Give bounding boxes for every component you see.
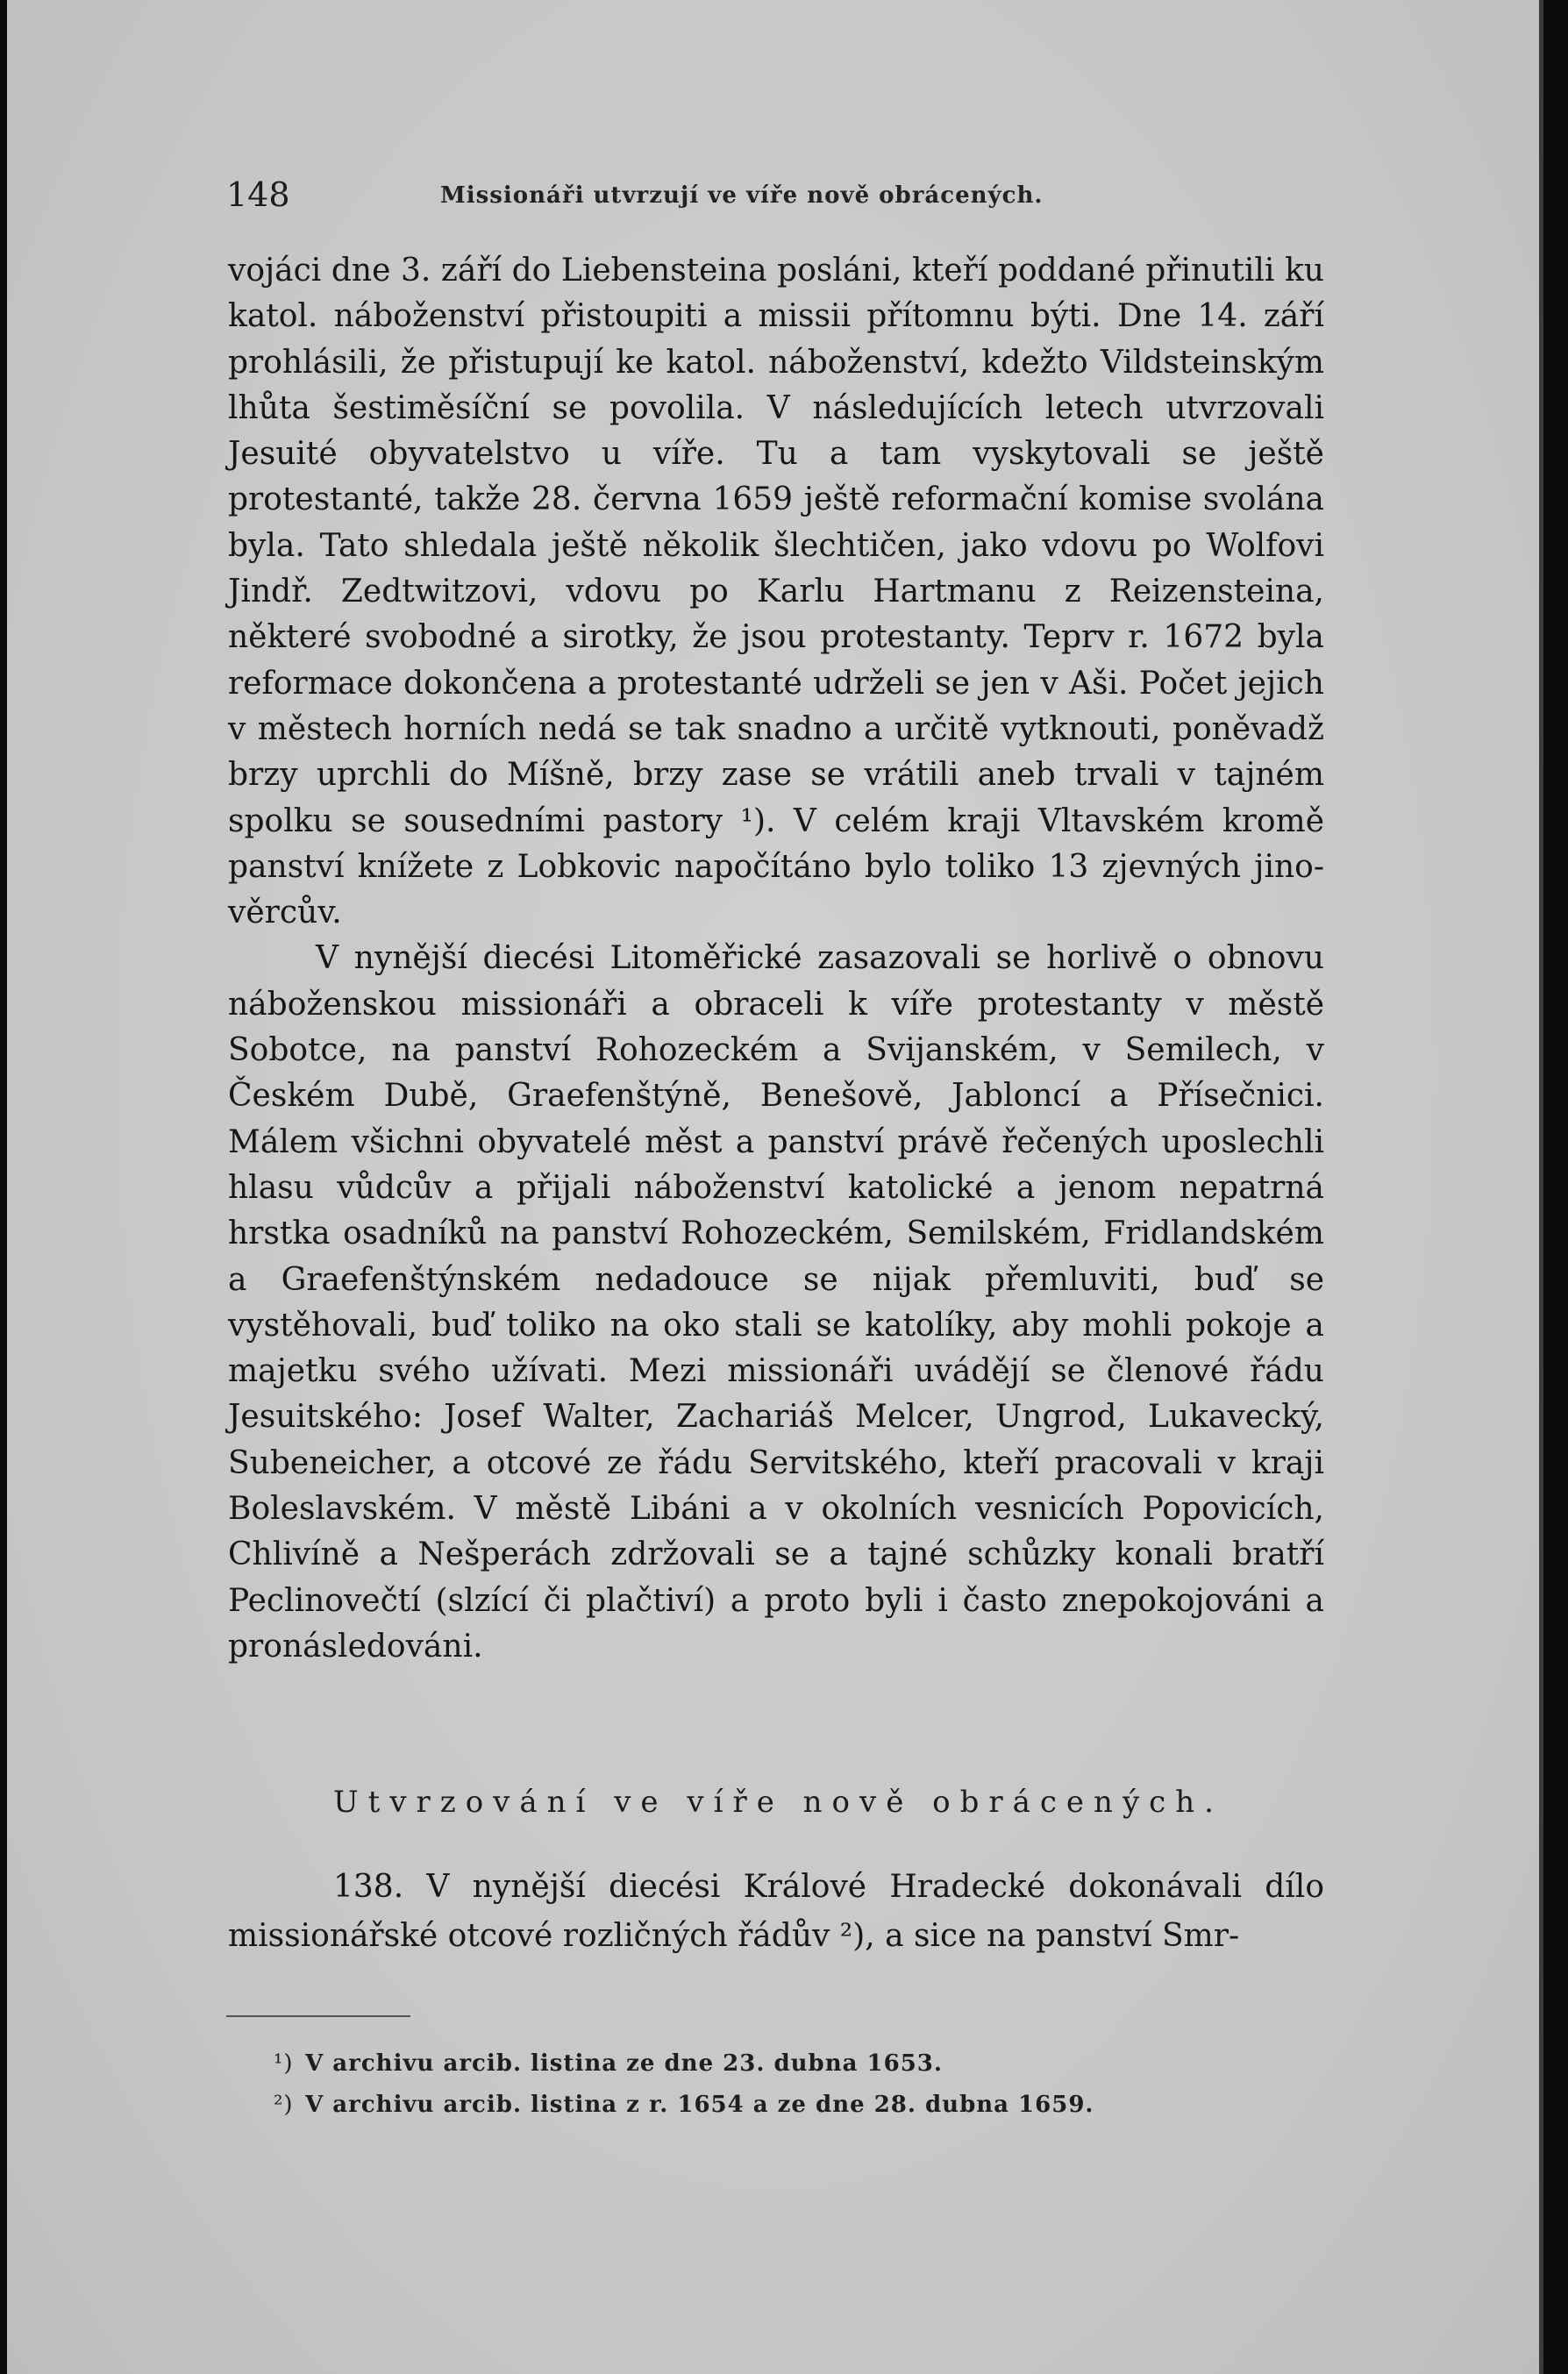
running-title: Missionáři utvrzují ve víře nově obrácených.: [440, 182, 1044, 209]
footnote-1: [274, 2043, 1261, 2085]
scan-border: [1543, 0, 1568, 2374]
paragraph-1: vojáci dne 3. září do Liebensteina posláni, kteří poddané přinutili ku katol. náboženství přistoupiti a missii přítomnu býti. Dne 14. září prohlásili, že přistupují ke katol. náboženství, kdežto Vildsteinským lhůta šestiměsíční se povolila. V následujících letech utvrzovali Jesuité obyvatelstvo u víře. Tu a tam vyskytovali se ještě protestanté, takže 28. června 1659 ještě reformační komise svolána byla. Tato shledala ještě několik šlechtičen, jako vdovu po Wolfovi Jindř. Zedtwitzovi, vdovu po Karlu Hartmanu z Reizensteina, některé svobodné a sirotky, že jsou protestanty. Teprv r. 1672 byla reformace dokončena a protestanté udrželi se jen v Aši. Počet jejich v městech horních nedá se tak snadno a určitě vytknouti, poněvadž brzy uprchli do Míšně, brzy zase se vrátili aneb trvali v tajném spolku se sousedními pastory ¹). V celém kraji Vltavském kromě panství knížete z Lobkovic napočítáno bylo toliko 13 zjevných jinověrcův.: [228, 253, 1324, 931]
footnote-text: V archivu arcib. listina z r. 1654 a ze dne 28. dubna 1659.: [305, 2092, 1094, 2118]
body-text: [228, 248, 1324, 1670]
footnote-mark: ²): [274, 2092, 294, 2118]
page: [7, 0, 1543, 2374]
section-body: [228, 1863, 1324, 1961]
section-heading: Utvrzování ve víře nově obrácených.: [333, 1785, 1223, 1820]
footnote-2: [274, 2085, 1261, 2126]
paragraph-2: V nynější diecési Litoměřické zasazovali se horlivě o obnovu náboženskou missionáři a obraceli k víře protestanty v městě Sobotce, na panství Rohozeckém a Svijanském, v Semilech, v Českém Dubě, Graefenštýně, Benešově, Jabloncí a Přísečnici. Málem všichni obyvatelé měst a panství právě řečených uposlechli hlasu vůdcův a přijali náboženství katolické a jenom nepatrná hrstka osadníků na panství Rohozeckém, Semilském, Fridlandském a Graefenštýnském nedadouce se nijak přemluviti, buď se vystěhovali, buď toliko na oko stali se katolíky, aby mohli pokoje a majetku svého užívati. Mezi missionáři uvádějí se členové řádu Jesuitského: Josef Walter, Zachariáš Melcer, Ungrod, Lukavecký, Subeneicher, a otcové ze řádu Servitského, kteří pracovali v kraji Boleslavském. V městě Libáni a v okolních vesnicích Popovicích, Chlivíně a Nešperách zdržovali se a tajné schůzky konali bratří Peclinovečtí (slzící či plačtiví) a proto byli i často znepokojováni a pronásledováni.: [228, 940, 1324, 1665]
page-number: 148: [226, 175, 290, 214]
footnote-text: V archivu arcib. listina ze dne 23. dubna 1653.: [305, 2050, 943, 2077]
footnotes: [274, 2043, 1261, 2126]
page-header: [226, 175, 1331, 228]
footnote-divider: [226, 2015, 410, 2017]
section-paragraph: 138. V nynější diecési Králové Hradecké dokonávali dílo missionářské otcové rozličných řádův ²), a sice na panství Smr-: [228, 1869, 1324, 1954]
footnote-mark: ¹): [274, 2050, 294, 2077]
